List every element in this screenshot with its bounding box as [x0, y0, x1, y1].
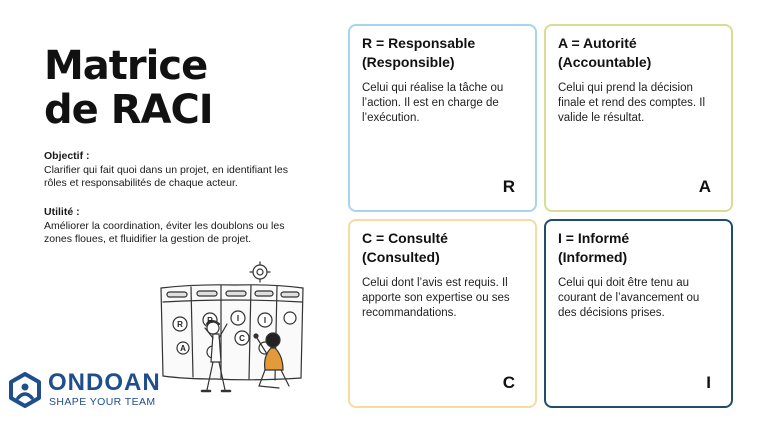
page-title: [44, 44, 213, 132]
board-letter-6: A: [180, 344, 186, 353]
card-i-subheading: (Informed): [558, 249, 628, 265]
card-r-heading: R = Responsable: [362, 35, 476, 51]
card-c-subheading: (Consulted): [362, 249, 440, 265]
utility-section: [44, 206, 294, 247]
card-consulted: [348, 219, 537, 408]
card-c-description: Celui dont l’avis est requis. Il apporte son expertise ou ses recommandations.: [362, 277, 510, 319]
card-a-letter: A: [698, 177, 711, 196]
card-responsible: [348, 24, 537, 212]
board-letter-1: R: [177, 320, 183, 329]
card-c-heading: C = Consulté: [362, 230, 448, 246]
card-accountable: [544, 24, 733, 212]
card-c-letter: C: [502, 373, 515, 392]
card-r-description: Celui qui réalise la tâche ou l’action. Il est en charge de l’exécution.: [362, 82, 504, 124]
board-letter-4: I: [263, 316, 267, 325]
utility-label: Utilité :: [44, 206, 80, 218]
brand-logo: [8, 370, 183, 410]
hexagon-logo-icon: [8, 372, 42, 408]
card-a-description: Celui qui prend la décision finale et rend des comptes. Il valide le résultat.: [558, 82, 706, 124]
board-letter-3: I: [236, 314, 240, 323]
card-r-subheading: (Responsible): [362, 54, 455, 70]
title-line-2: de RACI: [44, 87, 213, 133]
board-letter-5: C: [239, 334, 245, 343]
objective-label: Objectif :: [44, 150, 90, 162]
utility-text: Améliorer la coordination, éviter les doublons ou les zones floues, et fluidifier la gestion de projet.: [44, 219, 285, 245]
board-letter-2: R: [207, 316, 213, 325]
card-i-description: Celui qui doit être tenu au courant de l’avancement ou des décisions prises.: [558, 277, 700, 319]
brand-tagline: SHAPE YOUR TEAM: [49, 396, 156, 408]
card-a-subheading: (Accountable): [558, 54, 652, 70]
card-r-letter: R: [502, 177, 515, 196]
card-a-heading: A = Autorité: [558, 35, 637, 51]
brand-name: ONDOAN: [48, 369, 161, 396]
title-line-1: Matrice: [44, 43, 208, 89]
objective-text: Clarifier qui fait quoi dans un projet, en identifiant les rôles et responsabilités de chaque acteur.: [44, 163, 288, 189]
objective-section: [44, 150, 294, 191]
card-i-letter: I: [706, 373, 711, 392]
card-informed: [544, 219, 733, 408]
card-i-heading: I = Informé: [558, 230, 630, 246]
